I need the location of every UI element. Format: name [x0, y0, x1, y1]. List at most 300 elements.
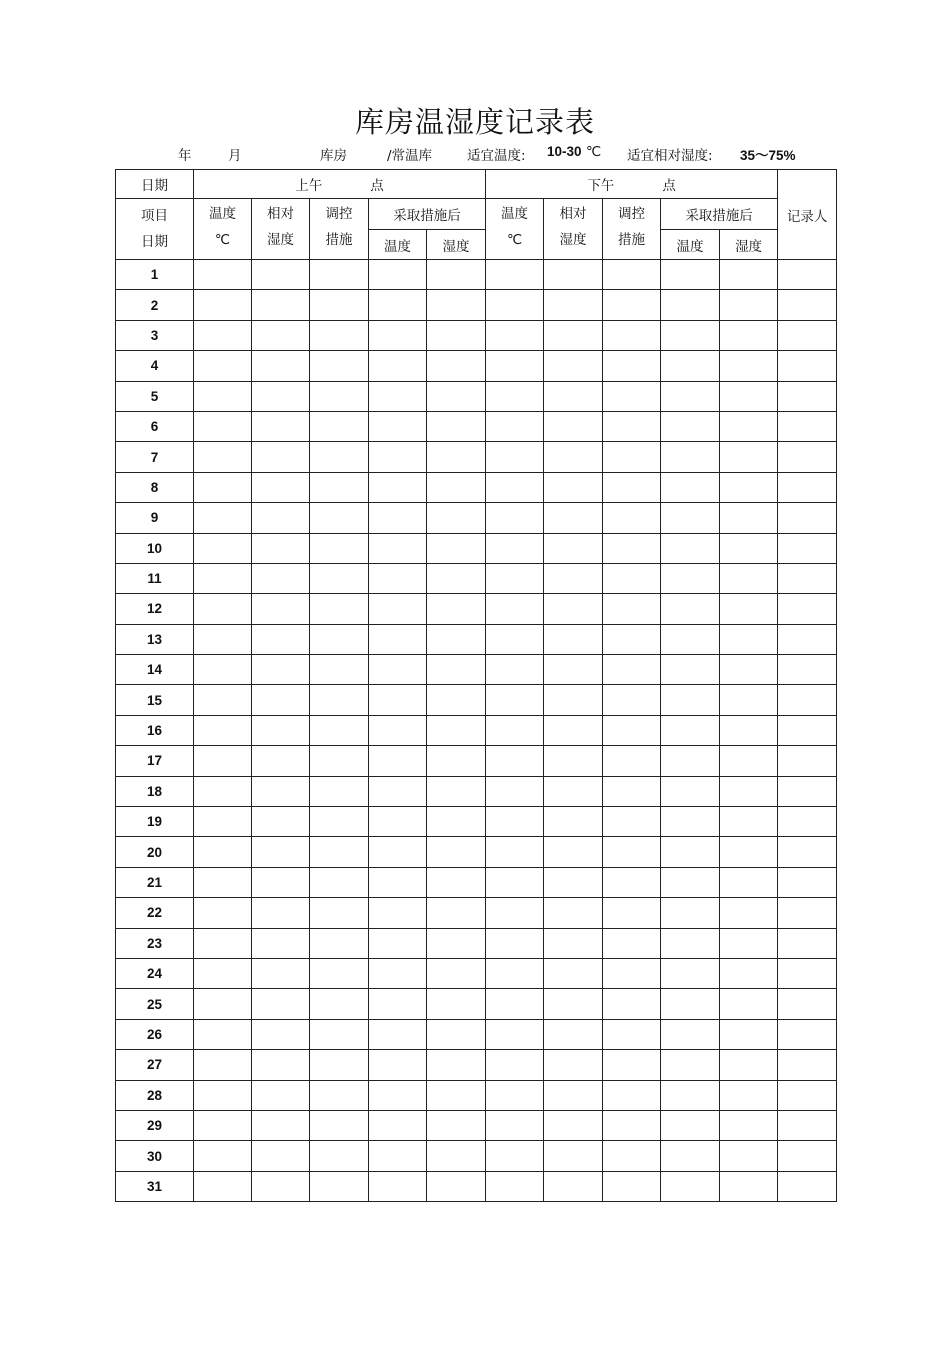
entry-cell[interactable]: [252, 1019, 310, 1049]
entry-cell[interactable]: [486, 776, 544, 806]
entry-cell[interactable]: [544, 807, 603, 837]
entry-cell[interactable]: [720, 260, 778, 290]
entry-cell[interactable]: [369, 655, 427, 685]
entry-cell[interactable]: [544, 594, 603, 624]
entry-cell[interactable]: [603, 776, 661, 806]
entry-cell[interactable]: [544, 1019, 603, 1049]
entry-cell[interactable]: [369, 1171, 427, 1201]
entry-cell[interactable]: [369, 472, 427, 502]
entry-cell[interactable]: [661, 320, 720, 350]
entry-cell[interactable]: [252, 533, 310, 563]
entry-cell[interactable]: [427, 1019, 486, 1049]
entry-cell[interactable]: [194, 594, 252, 624]
entry-cell[interactable]: [310, 624, 369, 654]
entry-cell[interactable]: [486, 1171, 544, 1201]
entry-cell[interactable]: [720, 958, 778, 988]
entry-cell[interactable]: [486, 898, 544, 928]
entry-cell[interactable]: [252, 594, 310, 624]
entry-cell[interactable]: [310, 1171, 369, 1201]
entry-cell[interactable]: [252, 1050, 310, 1080]
recorder-cell[interactable]: [778, 989, 837, 1019]
entry-cell[interactable]: [369, 1019, 427, 1049]
entry-cell[interactable]: [486, 1019, 544, 1049]
entry-cell[interactable]: [427, 442, 486, 472]
entry-cell[interactable]: [486, 472, 544, 502]
entry-cell[interactable]: [194, 260, 252, 290]
entry-cell[interactable]: [720, 867, 778, 897]
entry-cell[interactable]: [369, 563, 427, 593]
entry-cell[interactable]: [194, 1019, 252, 1049]
entry-cell[interactable]: [720, 807, 778, 837]
entry-cell[interactable]: [661, 381, 720, 411]
entry-cell[interactable]: [194, 1110, 252, 1140]
entry-cell[interactable]: [369, 746, 427, 776]
entry-cell[interactable]: [310, 685, 369, 715]
entry-cell[interactable]: [427, 685, 486, 715]
entry-cell[interactable]: [194, 898, 252, 928]
entry-cell[interactable]: [544, 260, 603, 290]
entry-cell[interactable]: [720, 381, 778, 411]
recorder-cell[interactable]: [778, 594, 837, 624]
entry-cell[interactable]: [310, 472, 369, 502]
entry-cell[interactable]: [252, 867, 310, 897]
recorder-cell[interactable]: [778, 1080, 837, 1110]
entry-cell[interactable]: [310, 958, 369, 988]
entry-cell[interactable]: [544, 290, 603, 320]
entry-cell[interactable]: [544, 715, 603, 745]
entry-cell[interactable]: [310, 898, 369, 928]
entry-cell[interactable]: [369, 1141, 427, 1171]
entry-cell[interactable]: [486, 442, 544, 472]
entry-cell[interactable]: [194, 1080, 252, 1110]
entry-cell[interactable]: [369, 715, 427, 745]
entry-cell[interactable]: [603, 533, 661, 563]
entry-cell[interactable]: [544, 563, 603, 593]
entry-cell[interactable]: [486, 260, 544, 290]
entry-cell[interactable]: [194, 381, 252, 411]
entry-cell[interactable]: [720, 472, 778, 502]
entry-cell[interactable]: [720, 411, 778, 441]
recorder-cell[interactable]: [778, 837, 837, 867]
entry-cell[interactable]: [486, 594, 544, 624]
entry-cell[interactable]: [720, 320, 778, 350]
entry-cell[interactable]: [310, 1110, 369, 1140]
entry-cell[interactable]: [720, 898, 778, 928]
entry-cell[interactable]: [369, 411, 427, 441]
recorder-cell[interactable]: [778, 1050, 837, 1080]
entry-cell[interactable]: [661, 746, 720, 776]
entry-cell[interactable]: [661, 715, 720, 745]
entry-cell[interactable]: [544, 1110, 603, 1140]
entry-cell[interactable]: [720, 655, 778, 685]
entry-cell[interactable]: [720, 1050, 778, 1080]
entry-cell[interactable]: [310, 594, 369, 624]
entry-cell[interactable]: [252, 290, 310, 320]
entry-cell[interactable]: [369, 351, 427, 381]
entry-cell[interactable]: [427, 898, 486, 928]
entry-cell[interactable]: [310, 776, 369, 806]
recorder-cell[interactable]: [778, 624, 837, 654]
entry-cell[interactable]: [194, 533, 252, 563]
entry-cell[interactable]: [194, 685, 252, 715]
recorder-cell[interactable]: [778, 381, 837, 411]
entry-cell[interactable]: [544, 1050, 603, 1080]
entry-cell[interactable]: [661, 807, 720, 837]
entry-cell[interactable]: [310, 807, 369, 837]
entry-cell[interactable]: [544, 533, 603, 563]
entry-cell[interactable]: [427, 746, 486, 776]
entry-cell[interactable]: [544, 898, 603, 928]
entry-cell[interactable]: [369, 776, 427, 806]
entry-cell[interactable]: [194, 1141, 252, 1171]
entry-cell[interactable]: [427, 655, 486, 685]
entry-cell[interactable]: [720, 594, 778, 624]
entry-cell[interactable]: [603, 989, 661, 1019]
entry-cell[interactable]: [310, 563, 369, 593]
entry-cell[interactable]: [661, 776, 720, 806]
entry-cell[interactable]: [544, 867, 603, 897]
recorder-cell[interactable]: [778, 442, 837, 472]
entry-cell[interactable]: [310, 351, 369, 381]
recorder-cell[interactable]: [778, 867, 837, 897]
entry-cell[interactable]: [544, 351, 603, 381]
recorder-cell[interactable]: [778, 411, 837, 441]
recorder-cell[interactable]: [778, 290, 837, 320]
entry-cell[interactable]: [310, 533, 369, 563]
entry-cell[interactable]: [252, 442, 310, 472]
entry-cell[interactable]: [252, 928, 310, 958]
entry-cell[interactable]: [369, 533, 427, 563]
entry-cell[interactable]: [369, 381, 427, 411]
entry-cell[interactable]: [194, 442, 252, 472]
entry-cell[interactable]: [427, 776, 486, 806]
entry-cell[interactable]: [369, 928, 427, 958]
entry-cell[interactable]: [369, 807, 427, 837]
entry-cell[interactable]: [252, 685, 310, 715]
entry-cell[interactable]: [310, 1080, 369, 1110]
entry-cell[interactable]: [544, 928, 603, 958]
entry-cell[interactable]: [427, 989, 486, 1019]
entry-cell[interactable]: [427, 867, 486, 897]
entry-cell[interactable]: [252, 472, 310, 502]
entry-cell[interactable]: [310, 290, 369, 320]
entry-cell[interactable]: [427, 1110, 486, 1140]
entry-cell[interactable]: [194, 989, 252, 1019]
entry-cell[interactable]: [486, 290, 544, 320]
entry-cell[interactable]: [486, 533, 544, 563]
entry-cell[interactable]: [427, 928, 486, 958]
entry-cell[interactable]: [310, 411, 369, 441]
entry-cell[interactable]: [661, 655, 720, 685]
entry-cell[interactable]: [194, 351, 252, 381]
entry-cell[interactable]: [252, 351, 310, 381]
entry-cell[interactable]: [720, 928, 778, 958]
entry-cell[interactable]: [486, 411, 544, 441]
recorder-cell[interactable]: [778, 928, 837, 958]
entry-cell[interactable]: [603, 655, 661, 685]
entry-cell[interactable]: [194, 928, 252, 958]
entry-cell[interactable]: [310, 715, 369, 745]
entry-cell[interactable]: [661, 624, 720, 654]
entry-cell[interactable]: [427, 290, 486, 320]
entry-cell[interactable]: [486, 1050, 544, 1080]
entry-cell[interactable]: [194, 807, 252, 837]
entry-cell[interactable]: [661, 472, 720, 502]
entry-cell[interactable]: [427, 260, 486, 290]
entry-cell[interactable]: [661, 685, 720, 715]
entry-cell[interactable]: [603, 1141, 661, 1171]
entry-cell[interactable]: [661, 260, 720, 290]
entry-cell[interactable]: [603, 715, 661, 745]
entry-cell[interactable]: [544, 746, 603, 776]
entry-cell[interactable]: [661, 503, 720, 533]
entry-cell[interactable]: [486, 624, 544, 654]
entry-cell[interactable]: [661, 1080, 720, 1110]
entry-cell[interactable]: [486, 1110, 544, 1140]
entry-cell[interactable]: [369, 1050, 427, 1080]
entry-cell[interactable]: [486, 351, 544, 381]
recorder-cell[interactable]: [778, 715, 837, 745]
entry-cell[interactable]: [720, 290, 778, 320]
entry-cell[interactable]: [369, 898, 427, 928]
entry-cell[interactable]: [603, 260, 661, 290]
entry-cell[interactable]: [427, 320, 486, 350]
entry-cell[interactable]: [661, 533, 720, 563]
entry-cell[interactable]: [603, 807, 661, 837]
entry-cell[interactable]: [486, 989, 544, 1019]
entry-cell[interactable]: [369, 837, 427, 867]
entry-cell[interactable]: [369, 1110, 427, 1140]
entry-cell[interactable]: [603, 958, 661, 988]
entry-cell[interactable]: [310, 381, 369, 411]
entry-cell[interactable]: [661, 594, 720, 624]
recorder-cell[interactable]: [778, 563, 837, 593]
entry-cell[interactable]: [661, 1171, 720, 1201]
entry-cell[interactable]: [603, 472, 661, 502]
entry-cell[interactable]: [720, 776, 778, 806]
recorder-cell[interactable]: [778, 746, 837, 776]
recorder-cell[interactable]: [778, 655, 837, 685]
entry-cell[interactable]: [486, 837, 544, 867]
entry-cell[interactable]: [310, 1019, 369, 1049]
entry-cell[interactable]: [252, 776, 310, 806]
entry-cell[interactable]: [427, 958, 486, 988]
entry-cell[interactable]: [720, 533, 778, 563]
entry-cell[interactable]: [544, 381, 603, 411]
entry-cell[interactable]: [603, 381, 661, 411]
entry-cell[interactable]: [427, 1171, 486, 1201]
entry-cell[interactable]: [427, 411, 486, 441]
recorder-cell[interactable]: [778, 351, 837, 381]
entry-cell[interactable]: [661, 1141, 720, 1171]
entry-cell[interactable]: [369, 685, 427, 715]
entry-cell[interactable]: [486, 685, 544, 715]
entry-cell[interactable]: [544, 1080, 603, 1110]
entry-cell[interactable]: [427, 594, 486, 624]
entry-cell[interactable]: [194, 472, 252, 502]
entry-cell[interactable]: [486, 381, 544, 411]
entry-cell[interactable]: [544, 1141, 603, 1171]
entry-cell[interactable]: [720, 746, 778, 776]
entry-cell[interactable]: [427, 563, 486, 593]
entry-cell[interactable]: [369, 442, 427, 472]
entry-cell[interactable]: [194, 624, 252, 654]
entry-cell[interactable]: [252, 411, 310, 441]
entry-cell[interactable]: [194, 1171, 252, 1201]
entry-cell[interactable]: [661, 1050, 720, 1080]
entry-cell[interactable]: [486, 320, 544, 350]
entry-cell[interactable]: [427, 381, 486, 411]
entry-cell[interactable]: [720, 1019, 778, 1049]
entry-cell[interactable]: [720, 685, 778, 715]
entry-cell[interactable]: [310, 320, 369, 350]
recorder-cell[interactable]: [778, 320, 837, 350]
entry-cell[interactable]: [720, 563, 778, 593]
entry-cell[interactable]: [252, 320, 310, 350]
entry-cell[interactable]: [369, 594, 427, 624]
entry-cell[interactable]: [486, 807, 544, 837]
entry-cell[interactable]: [369, 958, 427, 988]
entry-cell[interactable]: [427, 1080, 486, 1110]
entry-cell[interactable]: [194, 715, 252, 745]
entry-cell[interactable]: [661, 290, 720, 320]
entry-cell[interactable]: [194, 776, 252, 806]
entry-cell[interactable]: [720, 624, 778, 654]
entry-cell[interactable]: [661, 989, 720, 1019]
entry-cell[interactable]: [486, 1141, 544, 1171]
recorder-cell[interactable]: [778, 1141, 837, 1171]
recorder-cell[interactable]: [778, 533, 837, 563]
entry-cell[interactable]: [603, 594, 661, 624]
entry-cell[interactable]: [252, 837, 310, 867]
entry-cell[interactable]: [544, 624, 603, 654]
entry-cell[interactable]: [603, 898, 661, 928]
entry-cell[interactable]: [544, 503, 603, 533]
entry-cell[interactable]: [720, 989, 778, 1019]
entry-cell[interactable]: [720, 1080, 778, 1110]
entry-cell[interactable]: [252, 260, 310, 290]
entry-cell[interactable]: [427, 715, 486, 745]
entry-cell[interactable]: [720, 1110, 778, 1140]
entry-cell[interactable]: [194, 563, 252, 593]
entry-cell[interactable]: [310, 655, 369, 685]
entry-cell[interactable]: [544, 1171, 603, 1201]
entry-cell[interactable]: [252, 503, 310, 533]
entry-cell[interactable]: [252, 746, 310, 776]
entry-cell[interactable]: [252, 563, 310, 593]
entry-cell[interactable]: [252, 898, 310, 928]
entry-cell[interactable]: [369, 320, 427, 350]
entry-cell[interactable]: [194, 290, 252, 320]
entry-cell[interactable]: [194, 655, 252, 685]
entry-cell[interactable]: [720, 1141, 778, 1171]
entry-cell[interactable]: [603, 867, 661, 897]
entry-cell[interactable]: [486, 503, 544, 533]
entry-cell[interactable]: [720, 1171, 778, 1201]
entry-cell[interactable]: [661, 1019, 720, 1049]
entry-cell[interactable]: [427, 837, 486, 867]
entry-cell[interactable]: [194, 411, 252, 441]
entry-cell[interactable]: [603, 1050, 661, 1080]
entry-cell[interactable]: [603, 442, 661, 472]
entry-cell[interactable]: [661, 351, 720, 381]
entry-cell[interactable]: [720, 837, 778, 867]
entry-cell[interactable]: [544, 989, 603, 1019]
entry-cell[interactable]: [661, 928, 720, 958]
recorder-cell[interactable]: [778, 503, 837, 533]
entry-cell[interactable]: [603, 320, 661, 350]
entry-cell[interactable]: [544, 655, 603, 685]
entry-cell[interactable]: [310, 837, 369, 867]
entry-cell[interactable]: [310, 503, 369, 533]
recorder-cell[interactable]: [778, 898, 837, 928]
entry-cell[interactable]: [427, 503, 486, 533]
entry-cell[interactable]: [427, 624, 486, 654]
entry-cell[interactable]: [194, 958, 252, 988]
entry-cell[interactable]: [369, 1080, 427, 1110]
entry-cell[interactable]: [252, 1110, 310, 1140]
recorder-cell[interactable]: [778, 807, 837, 837]
entry-cell[interactable]: [544, 776, 603, 806]
entry-cell[interactable]: [720, 442, 778, 472]
entry-cell[interactable]: [544, 837, 603, 867]
entry-cell[interactable]: [603, 411, 661, 441]
entry-cell[interactable]: [661, 1110, 720, 1140]
entry-cell[interactable]: [661, 442, 720, 472]
entry-cell[interactable]: [369, 624, 427, 654]
entry-cell[interactable]: [661, 958, 720, 988]
entry-cell[interactable]: [661, 563, 720, 593]
entry-cell[interactable]: [252, 1080, 310, 1110]
entry-cell[interactable]: [544, 320, 603, 350]
entry-cell[interactable]: [544, 442, 603, 472]
entry-cell[interactable]: [427, 1050, 486, 1080]
entry-cell[interactable]: [252, 715, 310, 745]
entry-cell[interactable]: [252, 958, 310, 988]
recorder-cell[interactable]: [778, 472, 837, 502]
recorder-cell[interactable]: [778, 958, 837, 988]
recorder-cell[interactable]: [778, 260, 837, 290]
entry-cell[interactable]: [603, 1080, 661, 1110]
entry-cell[interactable]: [661, 837, 720, 867]
recorder-cell[interactable]: [778, 685, 837, 715]
entry-cell[interactable]: [603, 928, 661, 958]
entry-cell[interactable]: [194, 746, 252, 776]
entry-cell[interactable]: [252, 1171, 310, 1201]
entry-cell[interactable]: [486, 563, 544, 593]
entry-cell[interactable]: [486, 655, 544, 685]
entry-cell[interactable]: [194, 503, 252, 533]
entry-cell[interactable]: [310, 867, 369, 897]
entry-cell[interactable]: [252, 989, 310, 1019]
entry-cell[interactable]: [369, 260, 427, 290]
entry-cell[interactable]: [544, 411, 603, 441]
entry-cell[interactable]: [603, 1019, 661, 1049]
entry-cell[interactable]: [603, 1110, 661, 1140]
entry-cell[interactable]: [603, 351, 661, 381]
entry-cell[interactable]: [544, 472, 603, 502]
entry-cell[interactable]: [720, 351, 778, 381]
entry-cell[interactable]: [310, 746, 369, 776]
entry-cell[interactable]: [310, 1050, 369, 1080]
entry-cell[interactable]: [194, 867, 252, 897]
entry-cell[interactable]: [661, 867, 720, 897]
entry-cell[interactable]: [310, 442, 369, 472]
entry-cell[interactable]: [194, 837, 252, 867]
entry-cell[interactable]: [310, 989, 369, 1019]
recorder-cell[interactable]: [778, 1110, 837, 1140]
recorder-cell[interactable]: [778, 776, 837, 806]
